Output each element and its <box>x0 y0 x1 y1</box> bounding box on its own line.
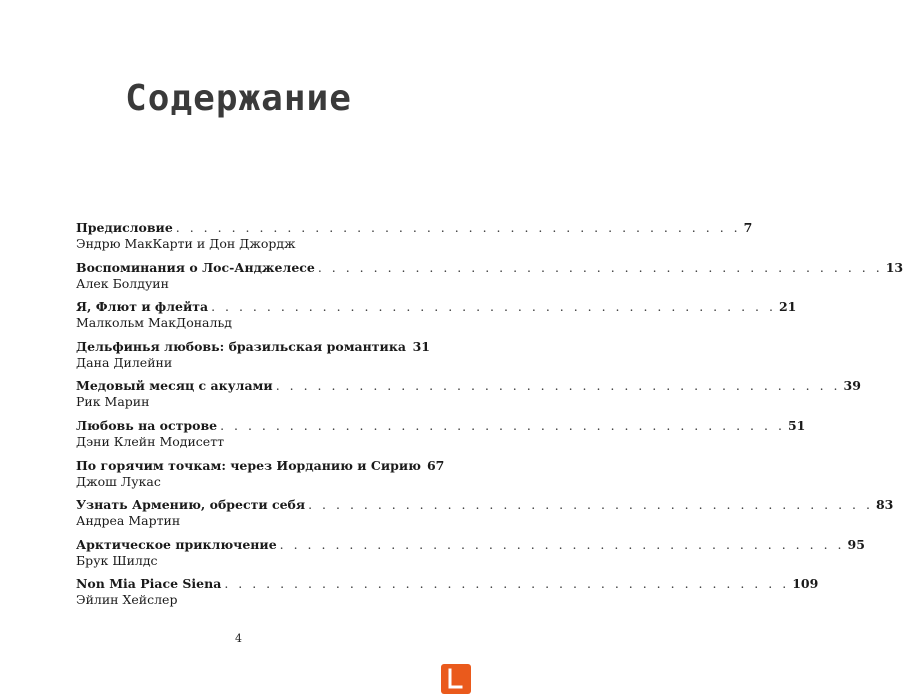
toc-entry[interactable] <box>76 497 894 537</box>
toc-entry-author: Брук Шилдс <box>76 552 158 568</box>
toc-entry-author: Рик Марин <box>76 394 150 410</box>
toc-entry-author: Эйлин Хейслер <box>76 592 178 608</box>
toc-entry-title: По горячим точкам: через Иорданию и Сирию <box>76 457 421 473</box>
toc-entry-page: 31 <box>412 338 430 354</box>
toc-entry-title: Воспоминания о Лос-Анджелесе <box>76 259 315 275</box>
toc-entry[interactable] <box>76 536 865 577</box>
toc-entry[interactable] <box>76 339 430 379</box>
toc-leader: . . . . . . . . . . . . . . . . . . . . . . . . . . . . . . . . . . . . . . . . . <box>175 220 741 235</box>
toc-entry-page: 13 <box>885 259 903 275</box>
toc-entry-author: Малкольм МакДональд <box>76 315 232 331</box>
toc-entry-title: Я, Флют и флейта <box>76 299 209 315</box>
toc-entry-page: 67 <box>426 457 445 473</box>
toc-entry-title: Арктическое приключение <box>76 536 277 552</box>
toc-entry-page: 109 <box>792 576 819 592</box>
toc-entry[interactable] <box>76 259 903 300</box>
toc-leader: . . . . . . . . . . . . . . . . . . . . . . . . . . . . . . . . . . . . . . . . . <box>308 497 873 513</box>
toc-leader: . . . . . . . . . . . . . . . . . . . . . . . . . . . . . . . . . . . . . . . . . <box>211 299 776 315</box>
toc-entry[interactable] <box>76 417 806 458</box>
toc-leader: . . . . . . . . . . . . . . . . . . . . . . . . . . . . . . . . . . . . . . . . . <box>317 259 883 275</box>
toc-leader <box>409 339 410 355</box>
toc-entry-title: Дельфинья любовь: бразильская романтика <box>76 338 406 354</box>
toc-entry-page: 7 <box>743 220 753 235</box>
toc-entry[interactable] <box>76 576 819 616</box>
toc-entry-title: Предисловие <box>76 220 173 235</box>
toc-entry-author: Дэни Клейн Модисетт <box>76 433 225 449</box>
toc-entry-page: 83 <box>875 497 894 513</box>
litres-logo-icon <box>441 664 471 694</box>
toc-entry-page: 51 <box>787 417 806 433</box>
toc-entry-page: 21 <box>778 299 797 315</box>
toc-entry[interactable] <box>76 457 445 498</box>
toc-leader: . . . . . . . . . . . . . . . . . . . . . . . . . . . . . . . . . . . . . . . . . <box>275 378 841 394</box>
toc-entry-page: 39 <box>843 378 861 394</box>
toc-entry[interactable] <box>76 220 753 260</box>
toc-entry-author: Андреа Мартин <box>76 513 181 529</box>
toc-entry-title: Медовый месяц с акулами <box>76 378 273 394</box>
page-number: 4 <box>235 632 242 645</box>
toc-entry[interactable] <box>76 299 797 339</box>
toc-entry-author: Эндрю МакКарти и Дон Джордж <box>76 236 296 251</box>
toc-leader: . . . . . . . . . . . . . . . . . . . . . . . . . . . . . . . . . . . . . . . . . <box>220 417 785 433</box>
toc-entry-title: Узнать Армению, обрести себя <box>76 497 306 513</box>
toc-entry-author: Алек Болдуин <box>76 275 169 291</box>
toc-entry-page: 95 <box>847 536 865 552</box>
toc-entry-title: Любовь на острове <box>76 417 218 433</box>
toc-entry[interactable] <box>76 378 861 418</box>
toc-leader: . . . . . . . . . . . . . . . . . . . . . . . . . . . . . . . . . . . . . . . . . <box>279 536 845 552</box>
toc-entry-title: Non Mia Piace Siena <box>76 576 222 592</box>
table-of-contents <box>76 220 903 616</box>
page-title: Содержание <box>125 78 352 119</box>
toc-leader: . . . . . . . . . . . . . . . . . . . . . . . . . . . . . . . . . . . . . . . . . <box>224 576 790 592</box>
toc-entry-author: Джош Лукас <box>76 473 161 489</box>
toc-entry-author: Дана Дилейни <box>76 354 173 370</box>
